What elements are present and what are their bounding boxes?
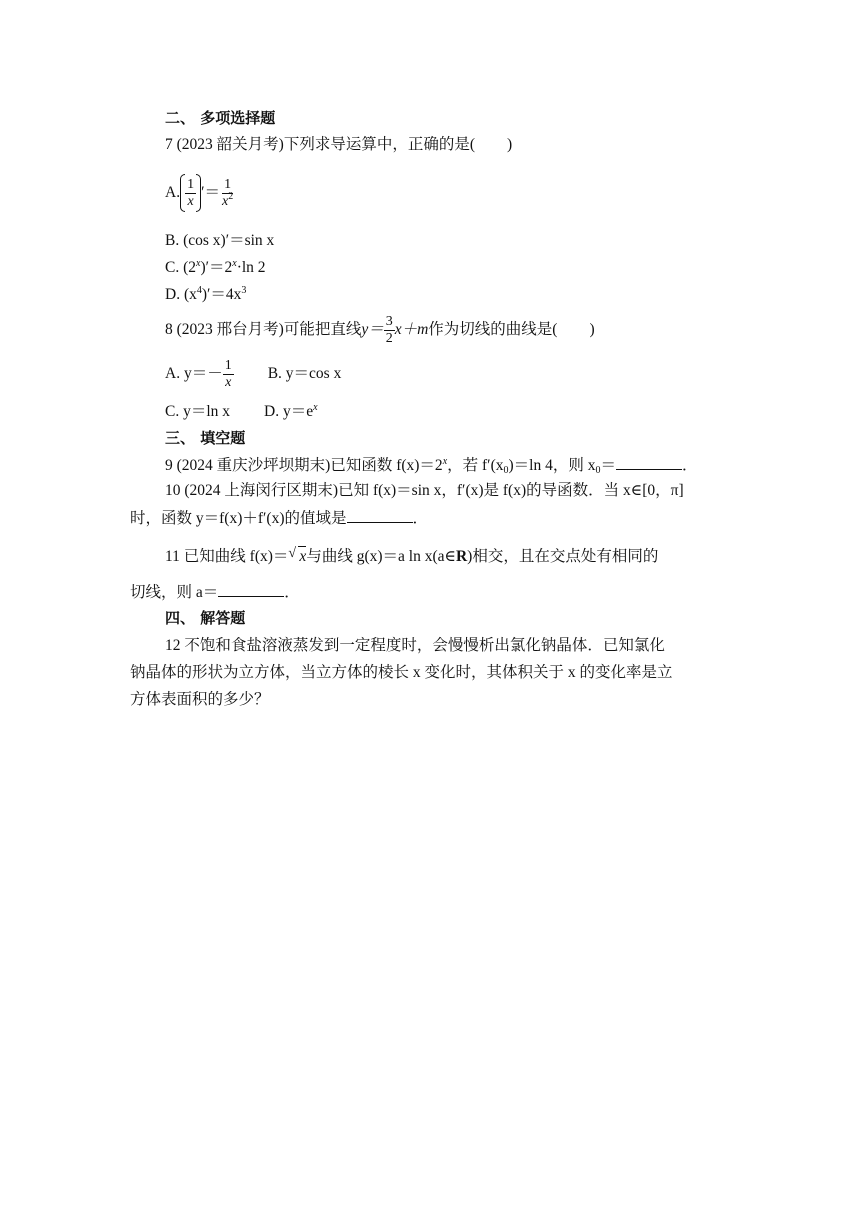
question-8-stem: 8 (2023 邢台月考)可能把直线 y＝ $\frac{3}{2}$ x＋m 作为切线的曲线是( ) — [165, 313, 595, 346]
section-heading-multi-choice: 二、 多项选择题 — [165, 109, 276, 127]
section-heading-fill-blank: 三、 填空题 — [165, 429, 246, 447]
fraction-1-over-x-squared: $\frac{1}{x^2}$ — [221, 176, 234, 209]
question-12-line-2: 钠晶体的形状为立方体，当立方体的棱长 x 变化时，其体积关于 x 的变化率是立 — [130, 664, 673, 681]
question-7-option-d: D. $(x^4)'=4x^3$ — [165, 285, 247, 303]
question-7-option-a: A. $\frac{1}{x}$ ′＝ $\frac{1}{x^2}$ — [165, 168, 235, 218]
question-10-line-1: 10 (2024 上海闵行区期末)已知 f(x)＝sin x，f′(x)是 f(x)的导函数．当 x∈[0，π] — [165, 482, 684, 499]
answer-blank[interactable] — [616, 455, 682, 470]
question-9: 9 (2024 重庆沙坪坝期末)已知函数 $f(x)=2^x$，若 $f'(x_0)=\ln$ 4，则 $x_0=$ ． — [165, 456, 698, 476]
question-12-line-3: 方体表面积的多少？ — [130, 691, 270, 708]
question-11-line-1: 11 已知曲线 f(x)＝√ x与曲线 g(x)＝a ln x(a∈R)相交，且在交点处有相同的 — [165, 546, 658, 567]
paren-fraction-1-over-x: $\frac{1}{x}$ — [180, 174, 201, 212]
answer-blank[interactable] — [218, 582, 284, 597]
answer-blank[interactable] — [347, 508, 413, 523]
sqrt-x: √ x — [298, 546, 306, 567]
question-8-options-cd: C. y＝ln x D. $y=e^x$ — [165, 402, 318, 420]
fraction-1-over-x: $\frac{1}{x}$ — [224, 357, 232, 390]
question-7-stem: 7 (2023 韶关月考)下列求导运算中，正确的是( ) — [165, 136, 513, 153]
question-7-option-b: B. (cos x)′＝sin x — [165, 232, 275, 249]
question-11-line-2: 切线，则 a＝ ． — [130, 584, 300, 601]
question-7-option-c: C. $(2^x)'=2^x\cdot\ln$ 2 — [165, 258, 266, 276]
question-12-line-1: 12 不饱和食盐溶液蒸发到一定程度时，会慢慢析出氯化钠晶体．已知氯化 — [165, 637, 665, 654]
question-8-options-ab: A. y＝－ $\frac{1}{x}$ B. y＝cos x — [165, 357, 342, 390]
section-heading-answer: 四、 解答题 — [165, 609, 246, 627]
fraction-3-over-2: $\frac{3}{2}$ — [385, 313, 393, 346]
question-10-line-2: 时，函数 y＝f(x)＋f′(x)的值域是 ． — [130, 510, 429, 527]
